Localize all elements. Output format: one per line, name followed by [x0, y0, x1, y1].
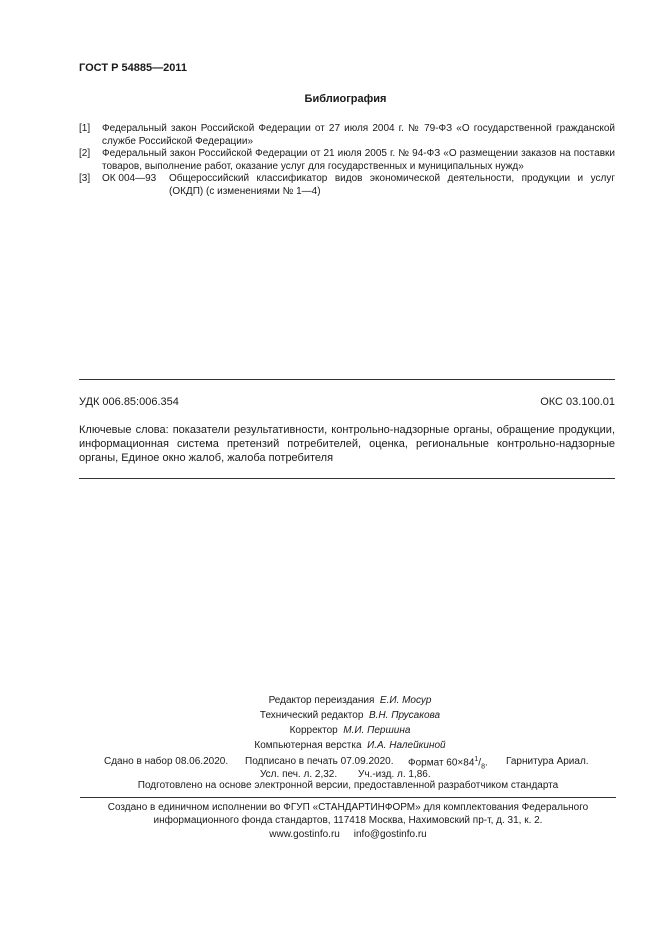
divider — [80, 797, 616, 798]
credit-name: Е.И. Мосур — [379, 695, 432, 706]
credit-role: Корректор — [289, 725, 338, 736]
divider — [79, 379, 615, 380]
footer-line-2: информационного фонда стандартов, 117418 Москва, Нахимовский пр-т, д. 31, к. 2. — [153, 815, 543, 826]
bibliography-item-code: ОК 004—93 — [102, 173, 157, 184]
bibliography-item — [79, 122, 615, 148]
credit-name: М.И. Першина — [343, 725, 411, 736]
bibliography-item-number: [2] — [79, 148, 91, 159]
credit-line — [0, 695, 661, 706]
bibliography-item-text: Федеральный закон Российской Федерации от 27 июля 2004 г. № 79-ФЗ «О государственной гражданской службе Российской Федерации» — [102, 123, 615, 147]
credit-role: Компьютерная верстка — [254, 740, 362, 751]
font-info: Гарнитура Ариал. — [506, 756, 589, 767]
signed-print: Подписано в печать 07.09.2020. — [245, 756, 394, 767]
sent-to-set: Сдано в набор 08.06.2020. — [104, 756, 229, 767]
bibliography-item-text: Общероссийский классификатор видов экономической деятельности, продукции и услуг (ОКДП) (с изменениями № 1—4) — [169, 173, 615, 197]
footer-contacts — [0, 829, 661, 840]
format: Формат $60\times 84^1/_8$. — [408, 756, 488, 771]
keywords: Ключевые слова: показатели результативности, контрольно-надзорные органы, обращение продукции, информационная система претензий потребителей, оценка, региональные контрольно-надзорные органы, Единое окно жалоб, жалоба потребителя — [79, 424, 615, 464]
website-link[interactable]: www.gostinfo.ru — [269, 829, 340, 840]
print-sheets: Усл. печ. л. 2,32. — [260, 769, 338, 780]
pub-sheets: Уч.-изд. л. 1,86. — [358, 769, 431, 780]
oks-code: ОКС 03.100.01 — [540, 396, 615, 408]
credit-role: Технический редактор — [259, 710, 364, 721]
credit-name: И.А. Налейкиной — [367, 740, 446, 751]
bibliography-item-number: [3] — [79, 173, 91, 184]
standard-code: ГОСТ Р 54885—2011 — [79, 62, 187, 74]
udc-code: УДК 006.85:006.354 — [79, 396, 179, 408]
bibliography-title: Библиография — [304, 93, 387, 105]
prepared-note: Подготовлено на основе электронной версии, предоставленной разработчиком стандарта — [137, 780, 559, 791]
credit-role: Редактор переиздания — [268, 695, 375, 706]
divider — [79, 478, 615, 479]
footer-line-1: Создано в единичном исполнении во ФГУП «СТАНДАРТИНФОРМ» для комплектования Федерального — [107, 802, 589, 813]
bibliography-item-text: Федеральный закон Российской Федерации от 21 июля 2005 г. № 94-ФЗ «О размещении заказов на поставки товаров, выполнение работ, оказание услуг для государственных и муниципальных нужд» — [102, 148, 615, 172]
email-link[interactable]: info@gostinfo.ru — [353, 829, 427, 840]
credit-line — [0, 740, 661, 751]
credit-line — [0, 725, 661, 736]
bibliography-item-number: [1] — [79, 123, 91, 134]
bibliography-item — [79, 172, 615, 198]
credit-name: В.Н. Прусакова — [368, 710, 441, 721]
bibliography-item — [79, 147, 615, 173]
credit-line — [0, 710, 661, 721]
